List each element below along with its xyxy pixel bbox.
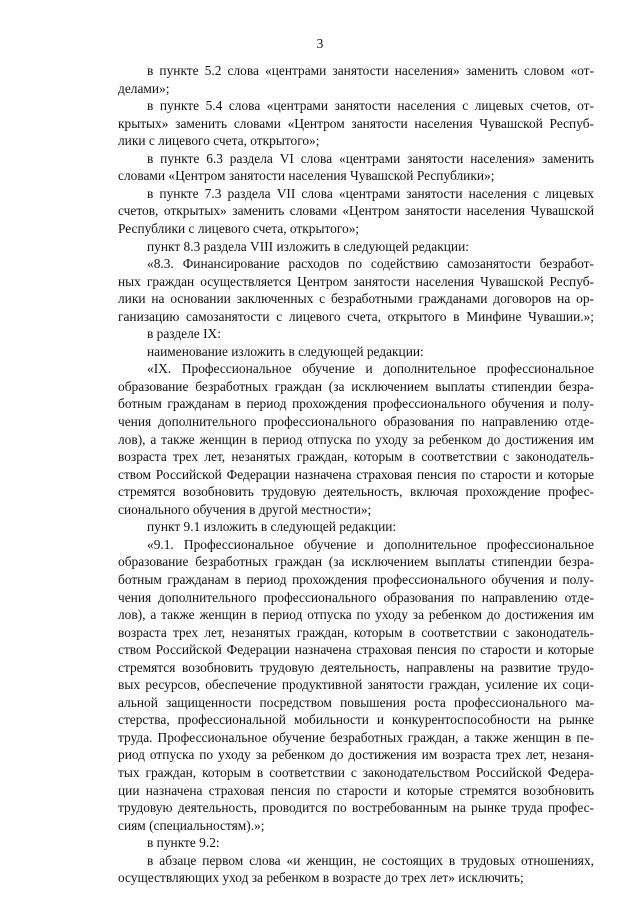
text-line: осуществляющих уход за ребенком в возрасте до трех лет» исключить;	[118, 870, 524, 886]
text-line: тых граждан, которым в соответствии с законодательством Российской Федера-	[118, 765, 594, 780]
text-line: в абзаце первом слова «и женщин, не состоящих в трудовых отношениях,	[147, 852, 594, 868]
text-line: образование безработных граждан (за исключением выплаты стипендии безра-	[118, 554, 594, 570]
text-line: трудовую деятельность, проводится по востребованным на рынке труда профес-	[118, 800, 594, 816]
text-line: в пункте 5.2 слова «центрами занятости населения» заменить словом «от-	[147, 63, 594, 78]
text-line: в пункте 6.3 раздела VI слова «центрами занятости населения» заменить	[147, 150, 594, 166]
text-line: ством Российской Федерации назначена страховая пенсия по старости и которые	[118, 466, 594, 482]
text-line: лики с лицевого счета, открытого»;	[118, 133, 320, 149]
text-line: ции назначена страховая пенсия по старости и которые стремятся возобновить	[118, 782, 594, 798]
text-line: ством Российской Федерации назначена страховая пенсия по старости и которые	[118, 642, 594, 658]
text-line: в пункте 9.2:	[147, 835, 220, 851]
text-line: стремятся возобновить трудовую деятельность, включая прохождение профес-	[118, 484, 594, 500]
text-line: чения дополнительного профессионального образования по направлению отде-	[118, 414, 594, 429]
text-line: ботным гражданам в период прохождения профессионального обучения и полу-	[118, 571, 594, 587]
text-line: риод отпуска по уходу за ребенком до достижения им возраста трех лет, незаня-	[118, 747, 594, 763]
text-line: чения дополнительного профессионального образования по направлению отде-	[118, 589, 594, 605]
text-line: пункт 8.3 раздела VIII изложить в следующей редакции:	[147, 238, 469, 254]
text-line: стерства, профессиональной мобильности и конкурентоспособности на рынке	[118, 712, 594, 728]
text-line: лов), а также женщин в период отпуска по уходу за ребенком до достижения им	[118, 431, 594, 447]
text-line: лов), а также женщин в период отпуска по уходу за ребенком до достижения им	[118, 607, 594, 623]
text-line: в пункте 7.3 раздела VII слова «центрами занятости населения с лицевых	[147, 185, 594, 201]
text-line: вых ресурсов, обеспечение продуктивной занятости граждан, усиление их соци-	[118, 677, 594, 693]
text-line: возраста трех лет, незанятых граждан, которым в соответствии с законодатель-	[118, 449, 594, 465]
text-line: делами»;	[118, 80, 170, 96]
text-line: лики на основании заключенных с безработными гражданами договоров на ор-	[118, 291, 594, 307]
page-number: 3	[316, 36, 324, 51]
text-line: сиям (специальностям).»;	[118, 817, 265, 833]
text-line: Республики с лицевого счета, открытого»;	[118, 220, 360, 236]
text-line: «IX. Профессиональное обучение и дополнительное профессиональное	[147, 361, 594, 377]
text-line: образование безработных граждан (за исключением выплаты стипендии безра-	[118, 378, 594, 394]
text-line: счетов, открытых» заменить словами «Центром занятости населения Чувашской	[118, 203, 594, 219]
text-line: возраста трех лет, незанятых граждан, которым в соответствии с законодатель-	[118, 624, 594, 640]
text-line: словами «Центром занятости населения Чувашской Республики»;	[118, 168, 495, 184]
text-line: «8.3. Финансирование расходов по содействию самозанятости безработ-	[147, 256, 594, 272]
text-line: в пункте 5.4 слова «центрами занятости населения с лицевых счетов, от-	[147, 98, 594, 114]
text-line: в разделе IX:	[147, 326, 221, 342]
text-line: наименование изложить в следующей редакции:	[147, 343, 424, 359]
text-line: альной защищенности посредством повышения роста профессионального ма-	[118, 694, 594, 710]
text-line: ганизацию самозанятости с лицевого счета, открытого в Минфине Чувашии.»;	[118, 308, 594, 324]
text-line: ных граждан осуществляется Центром занятости населения Чувашской Респуб-	[118, 273, 594, 289]
text-line: пункт 9.1 изложить в следующей редакции:	[147, 519, 397, 535]
text-line: сионального обучения в другой местности»;	[118, 501, 372, 517]
text-line: стремятся возобновить трудовую деятельность, направлены на развитие трудо-	[118, 659, 594, 675]
text-line: крытых» заменить словами «Центром занятости населения Чувашской Респуб-	[118, 115, 594, 131]
text-line: труда. Профессиональное обучение безработных граждан, а также женщин в пе-	[118, 729, 594, 745]
text-line: ботным гражданам в период прохождения профессионального обучения и полу-	[118, 396, 594, 412]
text-line: «9.1. Профессиональное обучение и дополнительное профессиональное	[147, 536, 594, 552]
